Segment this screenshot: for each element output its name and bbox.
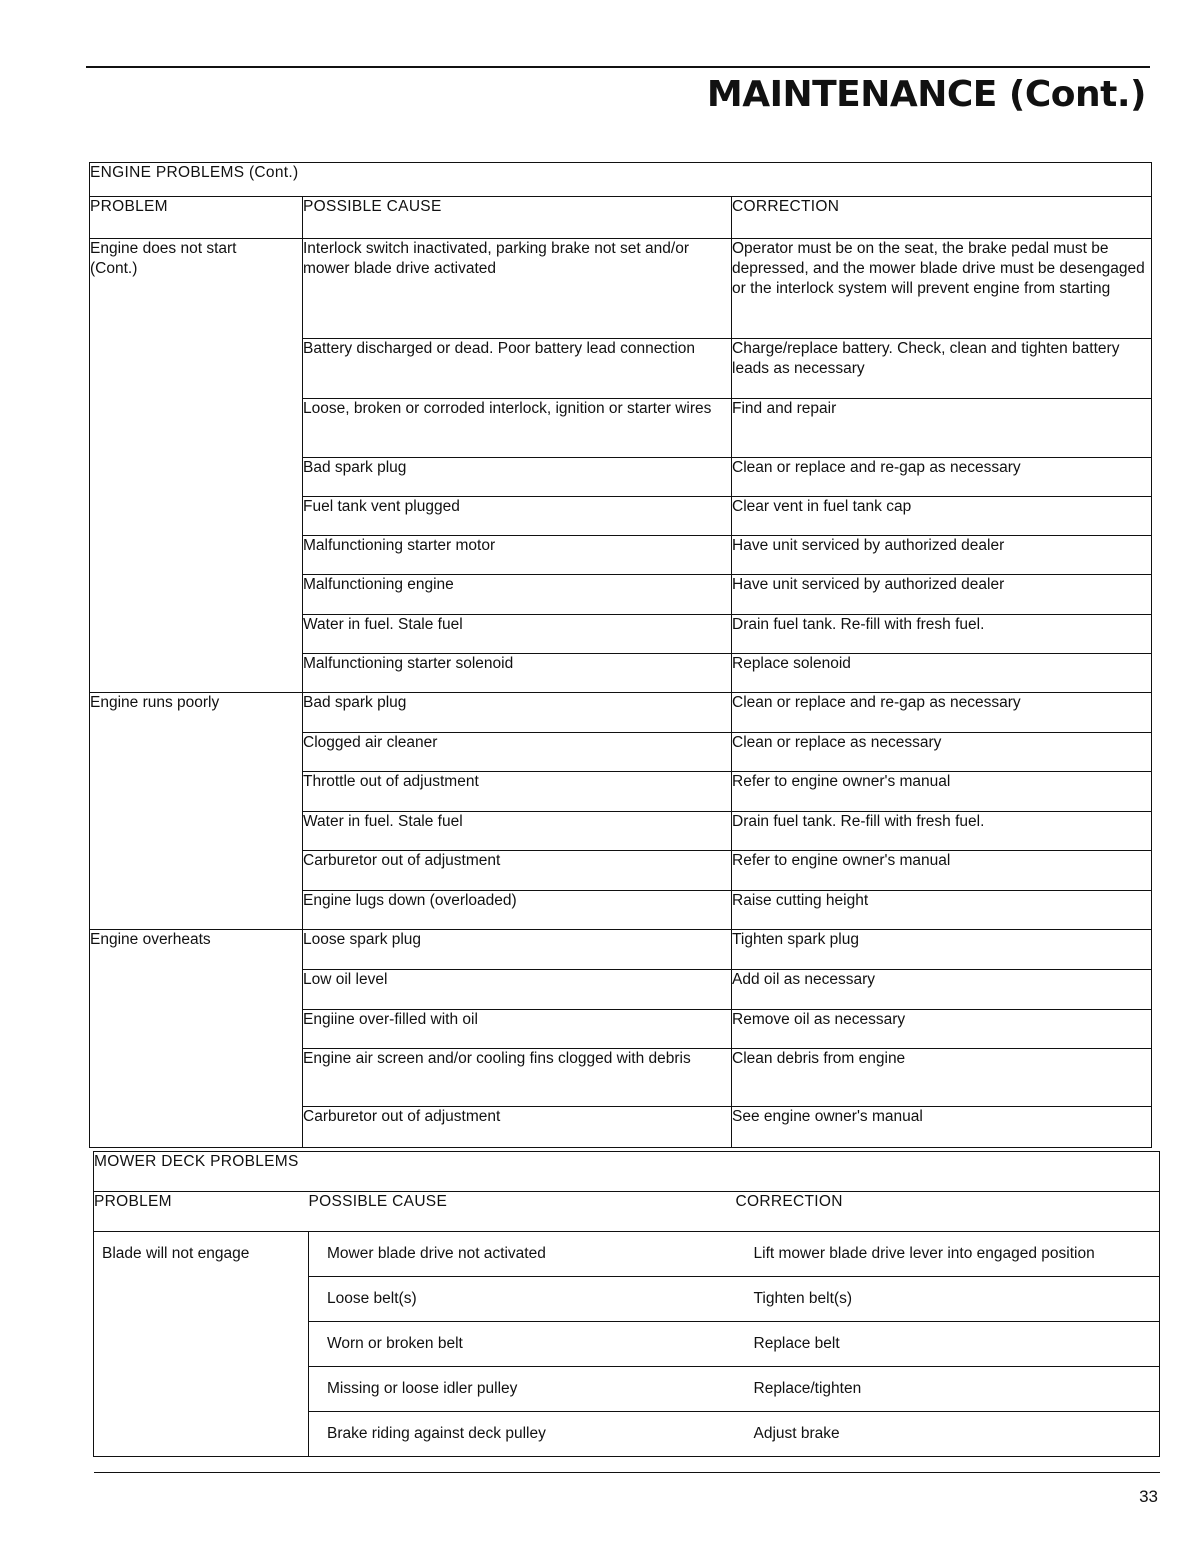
- possible-cause-cell: Fuel tank vent plugged: [303, 497, 732, 536]
- possible-cause-cell: Clogged air cleaner: [303, 733, 732, 772]
- problem-cell: Blade will not engage: [94, 1232, 309, 1457]
- table-row: [90, 239, 1152, 339]
- engine-problems-table: [89, 162, 1152, 1148]
- correction-cell: Refer to engine owner's manual: [732, 772, 1152, 812]
- possible-cause-column-header: POSSIBLE CAUSE: [303, 197, 732, 239]
- correction-cell: See engine owner's manual: [732, 1107, 1152, 1148]
- correction-cell: Clear vent in fuel tank cap: [732, 497, 1152, 536]
- correction-column-header: CORRECTION: [732, 197, 1152, 239]
- possible-cause-cell: Worn or broken belt: [309, 1322, 736, 1367]
- possible-cause-cell: Throttle out of adjustment: [303, 772, 732, 812]
- possible-cause-cell: Brake riding against deck pulley: [309, 1412, 736, 1457]
- possible-cause-cell: Loose belt(s): [309, 1277, 736, 1322]
- table-row: [90, 930, 1152, 970]
- mower-deck-problems-banner: MOWER DECK PROBLEMS: [94, 1152, 1160, 1192]
- possible-cause-cell: Malfunctioning starter solenoid: [303, 654, 732, 693]
- possible-cause-cell: Water in fuel. Stale fuel: [303, 812, 732, 851]
- possible-cause-cell: Carburetor out of adjustment: [303, 1107, 732, 1148]
- correction-cell: Adjust brake: [736, 1412, 1160, 1457]
- possible-cause-cell: Loose spark plug: [303, 930, 732, 970]
- possible-cause-cell: Bad spark plug: [303, 458, 732, 497]
- correction-cell: Clean debris from engine: [732, 1049, 1152, 1107]
- correction-column-header: CORRECTION: [736, 1192, 1160, 1232]
- correction-cell: Find and repair: [732, 399, 1152, 458]
- correction-cell: Clean or replace as necessary: [732, 733, 1152, 772]
- correction-cell: Operator must be on the seat, the brake pedal must be depressed, and the mower blade drive must be desengaged or the interlock system will prevent engine from starting: [732, 239, 1152, 339]
- problem-cell: Engine overheats: [90, 930, 303, 1148]
- possible-cause-cell: Missing or loose idler pulley: [309, 1367, 736, 1412]
- correction-cell: Clean or replace and re-gap as necessary: [732, 693, 1152, 733]
- correction-cell: Refer to engine owner's manual: [732, 851, 1152, 891]
- possible-cause-cell: Carburetor out of adjustment: [303, 851, 732, 891]
- correction-cell: Lift mower blade drive lever into engaged position: [736, 1232, 1160, 1277]
- possible-cause-column-header: POSSIBLE CAUSE: [309, 1192, 736, 1232]
- problem-column-header: PROBLEM: [90, 197, 303, 239]
- table-row: [90, 693, 1152, 733]
- possible-cause-cell: Low oil level: [303, 970, 732, 1010]
- possible-cause-cell: Mower blade drive not activated: [309, 1232, 736, 1277]
- possible-cause-cell: Malfunctioning engine: [303, 575, 732, 615]
- correction-cell: Replace/tighten: [736, 1367, 1160, 1412]
- correction-cell: Tighten belt(s): [736, 1277, 1160, 1322]
- correction-cell: Charge/replace battery. Check, clean and tighten battery leads as necessary: [732, 339, 1152, 399]
- possible-cause-cell: Water in fuel. Stale fuel: [303, 615, 732, 654]
- correction-cell: Raise cutting height: [732, 891, 1152, 930]
- problem-cell: Engine runs poorly: [90, 693, 303, 930]
- correction-cell: Add oil as necessary: [732, 970, 1152, 1010]
- table-row: [94, 1232, 1160, 1277]
- correction-cell: Clean or replace and re-gap as necessary: [732, 458, 1152, 497]
- bottom-rule: [94, 1472, 1160, 1473]
- possible-cause-cell: Interlock switch inactivated, parking brake not set and/or mower blade drive activated: [303, 239, 732, 339]
- possible-cause-cell: Battery discharged or dead. Poor battery lead connection: [303, 339, 732, 399]
- problem-column-header: PROBLEM: [94, 1192, 309, 1232]
- top-rule: [86, 66, 1150, 68]
- mower-deck-problems-body: [94, 1232, 1160, 1457]
- possible-cause-cell: Bad spark plug: [303, 693, 732, 733]
- possible-cause-cell: Engine air screen and/or cooling fins clogged with debris: [303, 1049, 732, 1107]
- page-number: 33: [1139, 1487, 1158, 1506]
- correction-cell: Drain fuel tank. Re-fill with fresh fuel.: [732, 812, 1152, 851]
- correction-cell: Tighten spark plug: [732, 930, 1152, 970]
- correction-cell: Replace belt: [736, 1322, 1160, 1367]
- possible-cause-cell: Engine lugs down (overloaded): [303, 891, 732, 930]
- correction-cell: Drain fuel tank. Re-fill with fresh fuel.: [732, 615, 1152, 654]
- page-title: MAINTENANCE (Cont.): [706, 74, 1146, 115]
- engine-problems-body: [90, 239, 1152, 1148]
- correction-cell: Replace solenoid: [732, 654, 1152, 693]
- correction-cell: Remove oil as necessary: [732, 1010, 1152, 1049]
- possible-cause-cell: Loose, broken or corroded interlock, ignition or starter wires: [303, 399, 732, 458]
- problem-cell: Engine does not start (Cont.): [90, 239, 303, 693]
- correction-cell: Have unit serviced by authorized dealer: [732, 575, 1152, 615]
- possible-cause-cell: Malfunctioning starter motor: [303, 536, 732, 575]
- mower-deck-problems-table: [93, 1151, 1160, 1457]
- correction-cell: Have unit serviced by authorized dealer: [732, 536, 1152, 575]
- engine-problems-banner: ENGINE PROBLEMS (Cont.): [90, 163, 1152, 197]
- possible-cause-cell: Engiine over-filled with oil: [303, 1010, 732, 1049]
